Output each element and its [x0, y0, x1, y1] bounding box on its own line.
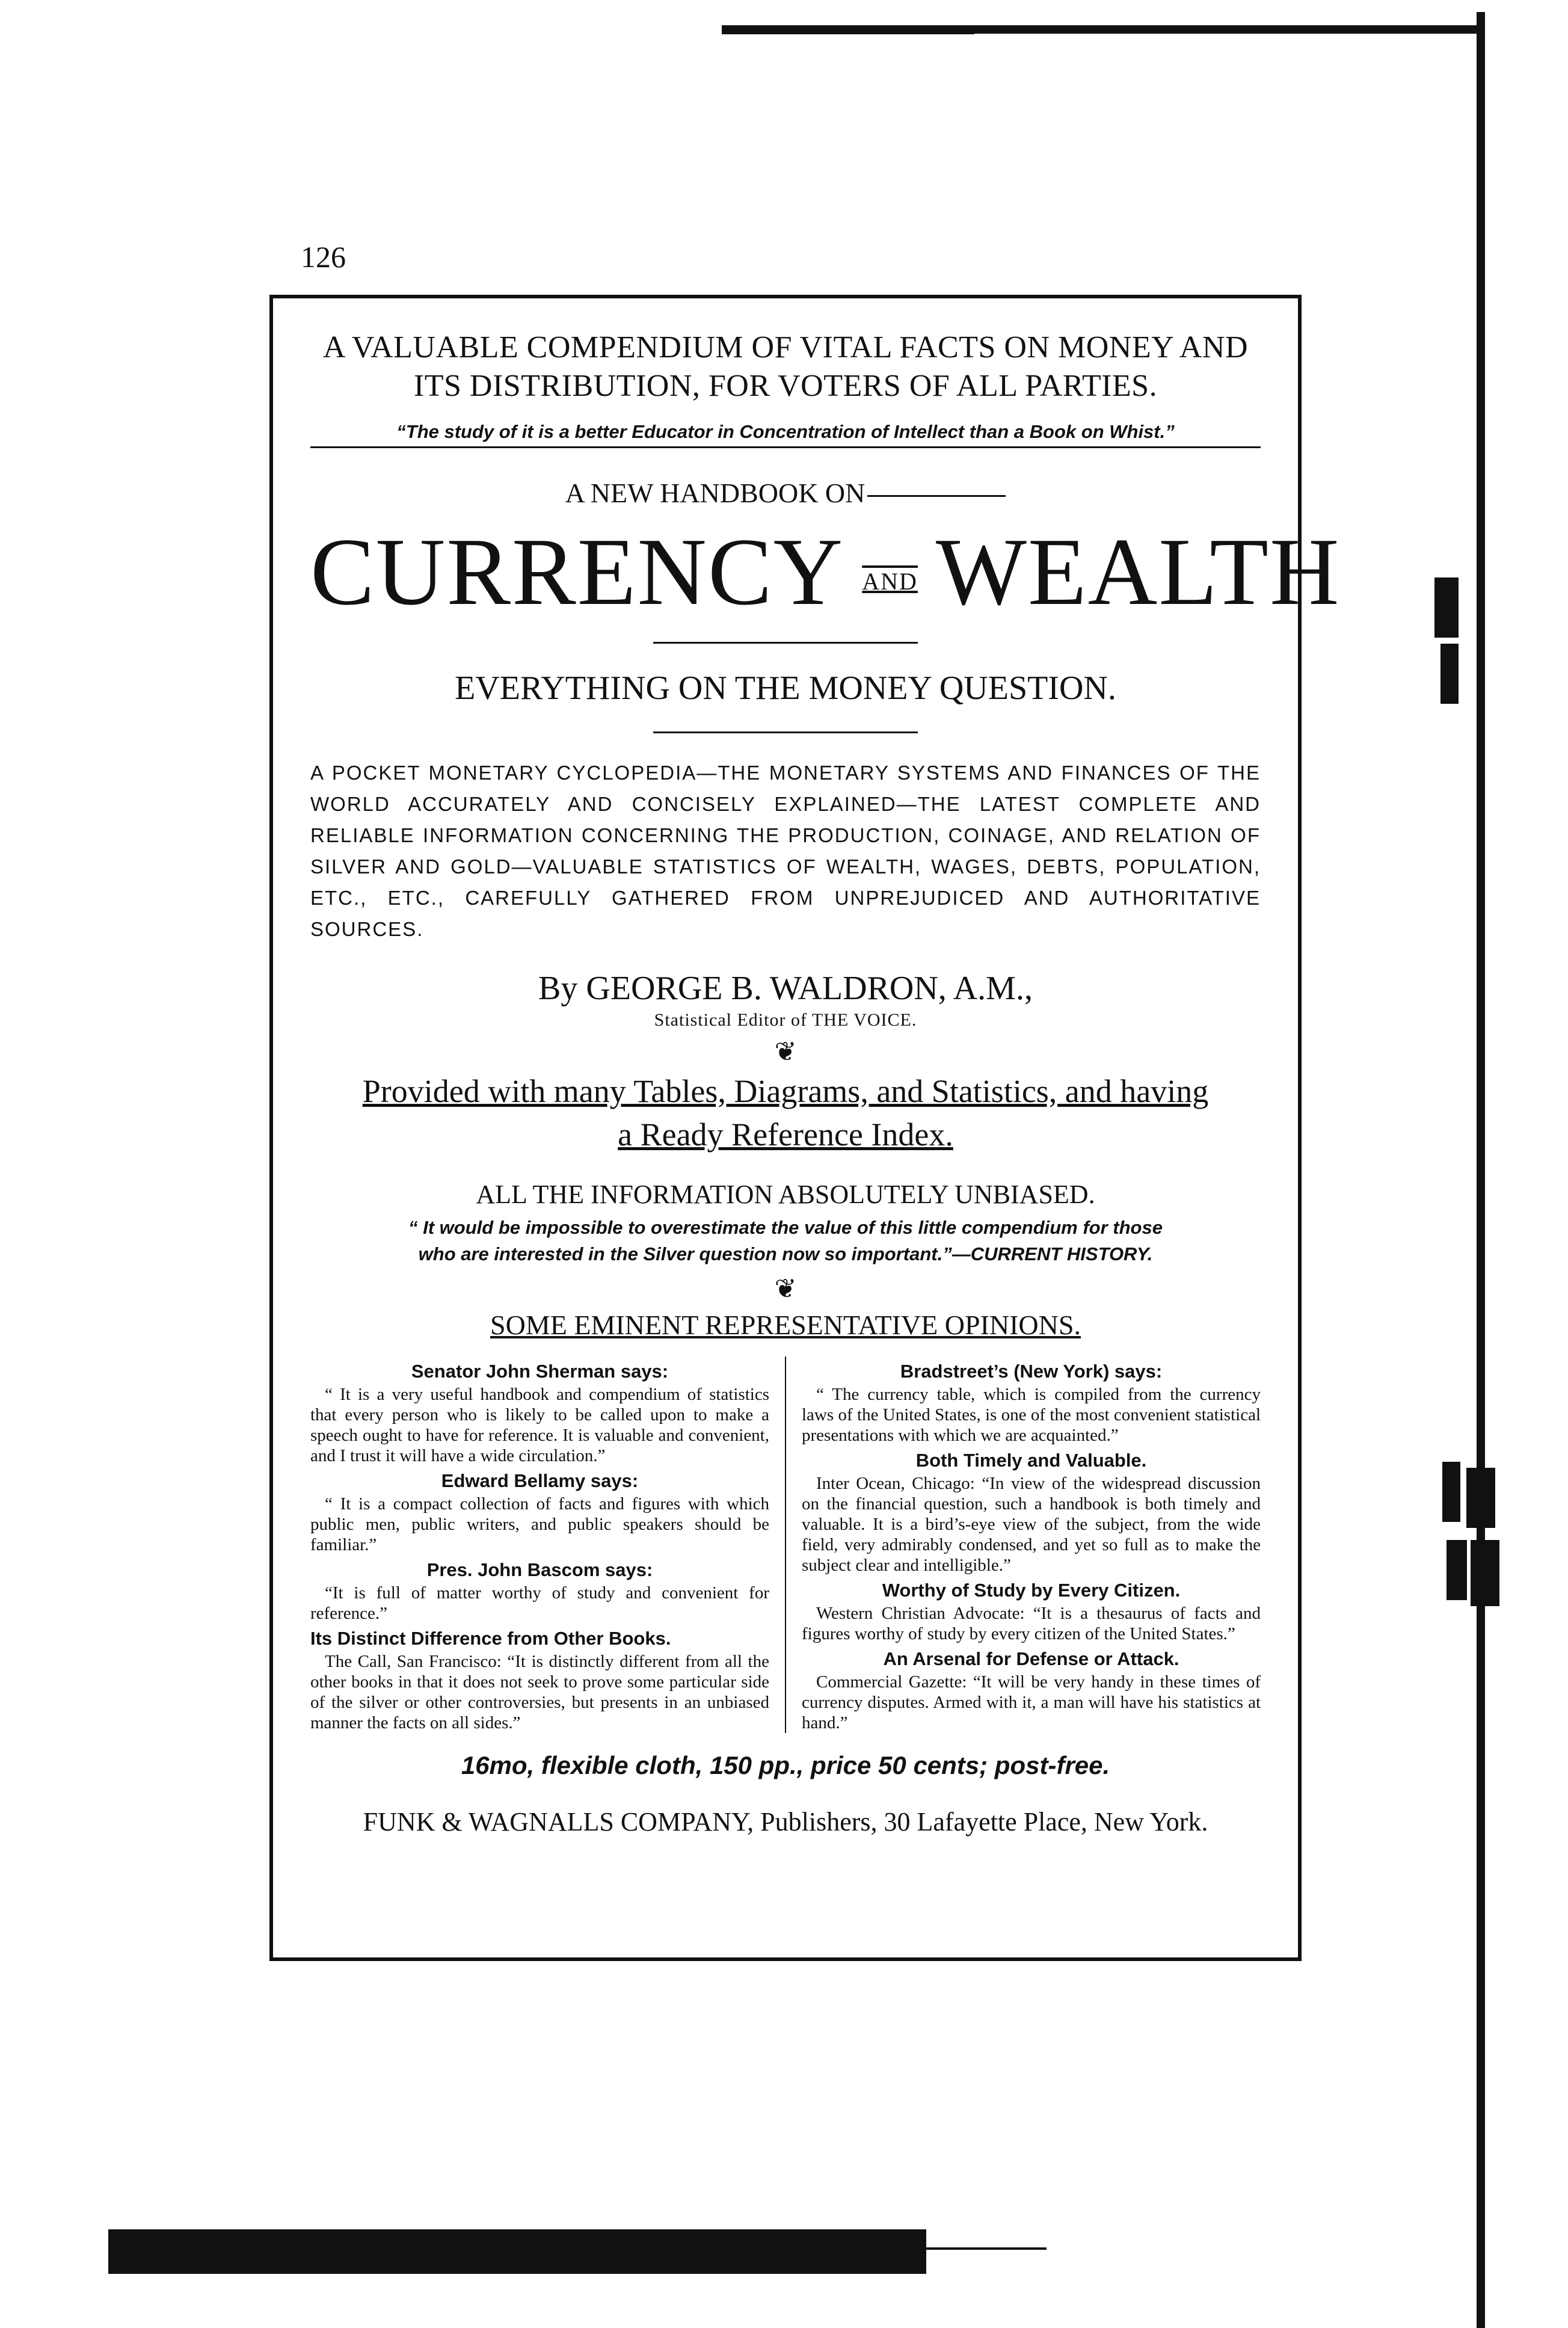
book-title: [310, 517, 1341, 636]
opinions-right-column: [786, 1356, 1261, 1733]
scan-blot: [1447, 1540, 1467, 1600]
opinion-text: “ The currency table, which is compiled from the currency laws of the United States, is one of the most convenient statistical presentations with which we are acquainted.”: [802, 1385, 1261, 1446]
opinion-text: “ It is a very useful handbook and compendium of statistics that every person who is likely to be called upon to make a speech ought to have for reference. It is valuable and convenient, and I trust it will have a wide circulation.”: [310, 1385, 769, 1466]
provided-line-2: a Ready Reference Index.: [618, 1116, 953, 1153]
scan-blot: [1466, 1468, 1495, 1528]
price-line: 16mo, flexible cloth, 150 pp., price 50 cents; post-free.: [461, 1751, 1110, 1780]
motto: “The study of it is a better Educator in Concentration of Intellect than a Book on Whist.”: [310, 421, 1261, 448]
opinion-heading: Pres. John Bascom says:: [426, 1559, 653, 1581]
opinion-text: Commercial Gazette: “It will be very handy in these times of currency disputes. Armed with it, a man will have his statistics at hand.”: [802, 1672, 1261, 1733]
opinions-heading: SOME EMINENT REPRESENTATIVE OPINIONS.: [490, 1310, 1081, 1341]
quote-line-2: who are interested in the Silver question now so important.”—CURRENT HISTORY.: [418, 1243, 1153, 1265]
publisher-line: FUNK & WAGNALLS COMPANY, Publishers, 30 Lafayette Place, New York.: [363, 1807, 1208, 1837]
opinion-block: [802, 1580, 1261, 1644]
title-and: AND: [862, 568, 918, 596]
divider-rule: [653, 642, 918, 644]
opinion-heading: An Arsenal for Defense or Attack.: [883, 1648, 1179, 1670]
opinion-text: “ It is a compact collection of facts and figures with which public men, public writers, and public speakers should be familiar.”: [310, 1494, 769, 1555]
intro: [310, 477, 1261, 509]
opinion-text: Western Christian Advocate: “It is a thesaurus of facts and figures worthy of study by every citizen of the United States.”: [802, 1604, 1261, 1644]
opinion-heading: Senator John Sherman says:: [411, 1361, 669, 1382]
unbiased-statement: ALL THE INFORMATION ABSOLUTELY UNBIASED.: [476, 1180, 1095, 1210]
divider-rule: [653, 731, 918, 733]
fleuron-icon: ❦: [774, 1037, 797, 1067]
opinion-block: [310, 1560, 769, 1624]
opinions-columns: [310, 1356, 1261, 1733]
scan-border-bottom-thin: [926, 2247, 1047, 2250]
opinion-heading: Its Distinct Difference from Other Books.: [310, 1628, 671, 1649]
provided-line-1: Provided with many Tables, Diagrams, and Statistics, and having: [362, 1073, 1209, 1110]
title-word-wealth: WEALTH: [935, 518, 1341, 625]
opinions-left-column: [310, 1356, 786, 1733]
subtitle: EVERYTHING ON THE MONEY QUESTION.: [455, 670, 1116, 707]
opinion-text: The Call, San Francisco: “It is distinctly different from all the other books in that it does not seek to prove some particular side of the silver or other controversies, but presents in an unbiased manner the facts on all sides.”: [310, 1652, 769, 1733]
arrow-line-icon: [867, 495, 1006, 497]
headline-line-1: A VALUABLE COMPENDIUM OF VITAL FACTS ON MONEY AND: [322, 330, 1249, 365]
current-history-quote: [310, 1215, 1261, 1267]
author-byline: By GEORGE B. WALDRON, A.M.,: [538, 970, 1033, 1008]
opinion-block: [310, 1361, 769, 1466]
scan-border-right: [1477, 12, 1485, 2328]
opinion-heading: Edward Bellamy says:: [441, 1470, 639, 1492]
advertisement-content: [310, 298, 1341, 1837]
scan-border-bottom: [108, 2229, 926, 2274]
advertisement: [269, 295, 1341, 1961]
opinion-text: “It is full of matter worthy of study and convenient for reference.”: [310, 1583, 769, 1624]
provided-features: [310, 1070, 1261, 1156]
opinion-block: [310, 1471, 769, 1555]
scan-blot: [1434, 577, 1459, 638]
headline-line-2: ITS DISTRIBUTION, FOR VOTERS OF ALL PARTIES.: [413, 369, 1158, 403]
intro-text: A NEW HANDBOOK ON: [565, 478, 865, 508]
quote-line-1: “ It would be impossible to overestimate the value of this little compendium for those: [408, 1217, 1163, 1239]
scan-blot: [1442, 1462, 1460, 1522]
opinion-block: [310, 1628, 769, 1733]
opinion-heading: Worthy of Study by Every Citizen.: [882, 1580, 1181, 1601]
opinion-block: [802, 1450, 1261, 1575]
opinion-heading: Both Timely and Valuable.: [915, 1450, 1147, 1471]
author-role: Statistical Editor of THE VOICE.: [654, 1010, 917, 1030]
page-number: 126: [301, 240, 346, 274]
fleuron-icon: ❦: [774, 1274, 797, 1304]
scan-border-top-thin: [722, 32, 974, 34]
opinion-heading: Bradstreet’s (New York) says:: [900, 1361, 1163, 1382]
title-word-currency: CURRENCY: [310, 518, 844, 625]
scan-blot: [1440, 644, 1459, 704]
description: A POCKET MONETARY CYCLOPEDIA—THE MONETARY SYSTEMS AND FINANCES OF THE WORLD ACCURATELY AND CONCISELY EXPLAINED—THE LATEST COMPLETE AND RELIABLE INFORMATION CONCERNING THE PRODUCTION, COINAGE, AND RELATION OF SILVER AND GOLD—VALUABLE STATISTICS OF WEALTH, WAGES, DEBTS, POPULATION, ETC., ETC., CAREFULLY GATHERED FROM UNPREJUDICED AND AUTHORITATIVE SOURCES.: [310, 762, 1261, 941]
opinion-block: [802, 1361, 1261, 1446]
opinion-text: Inter Ocean, Chicago: “In view of the widespread discussion on the financial question, such a handbook is both timely and valuable. It is a bird’s-eye view of the subject, from the wide field, very admirably condensed, and yet so full as to make the subject clear and intelligible.”: [802, 1474, 1261, 1575]
scan-blot: [1471, 1540, 1499, 1606]
opinion-block: [802, 1649, 1261, 1733]
headline: [310, 328, 1261, 405]
